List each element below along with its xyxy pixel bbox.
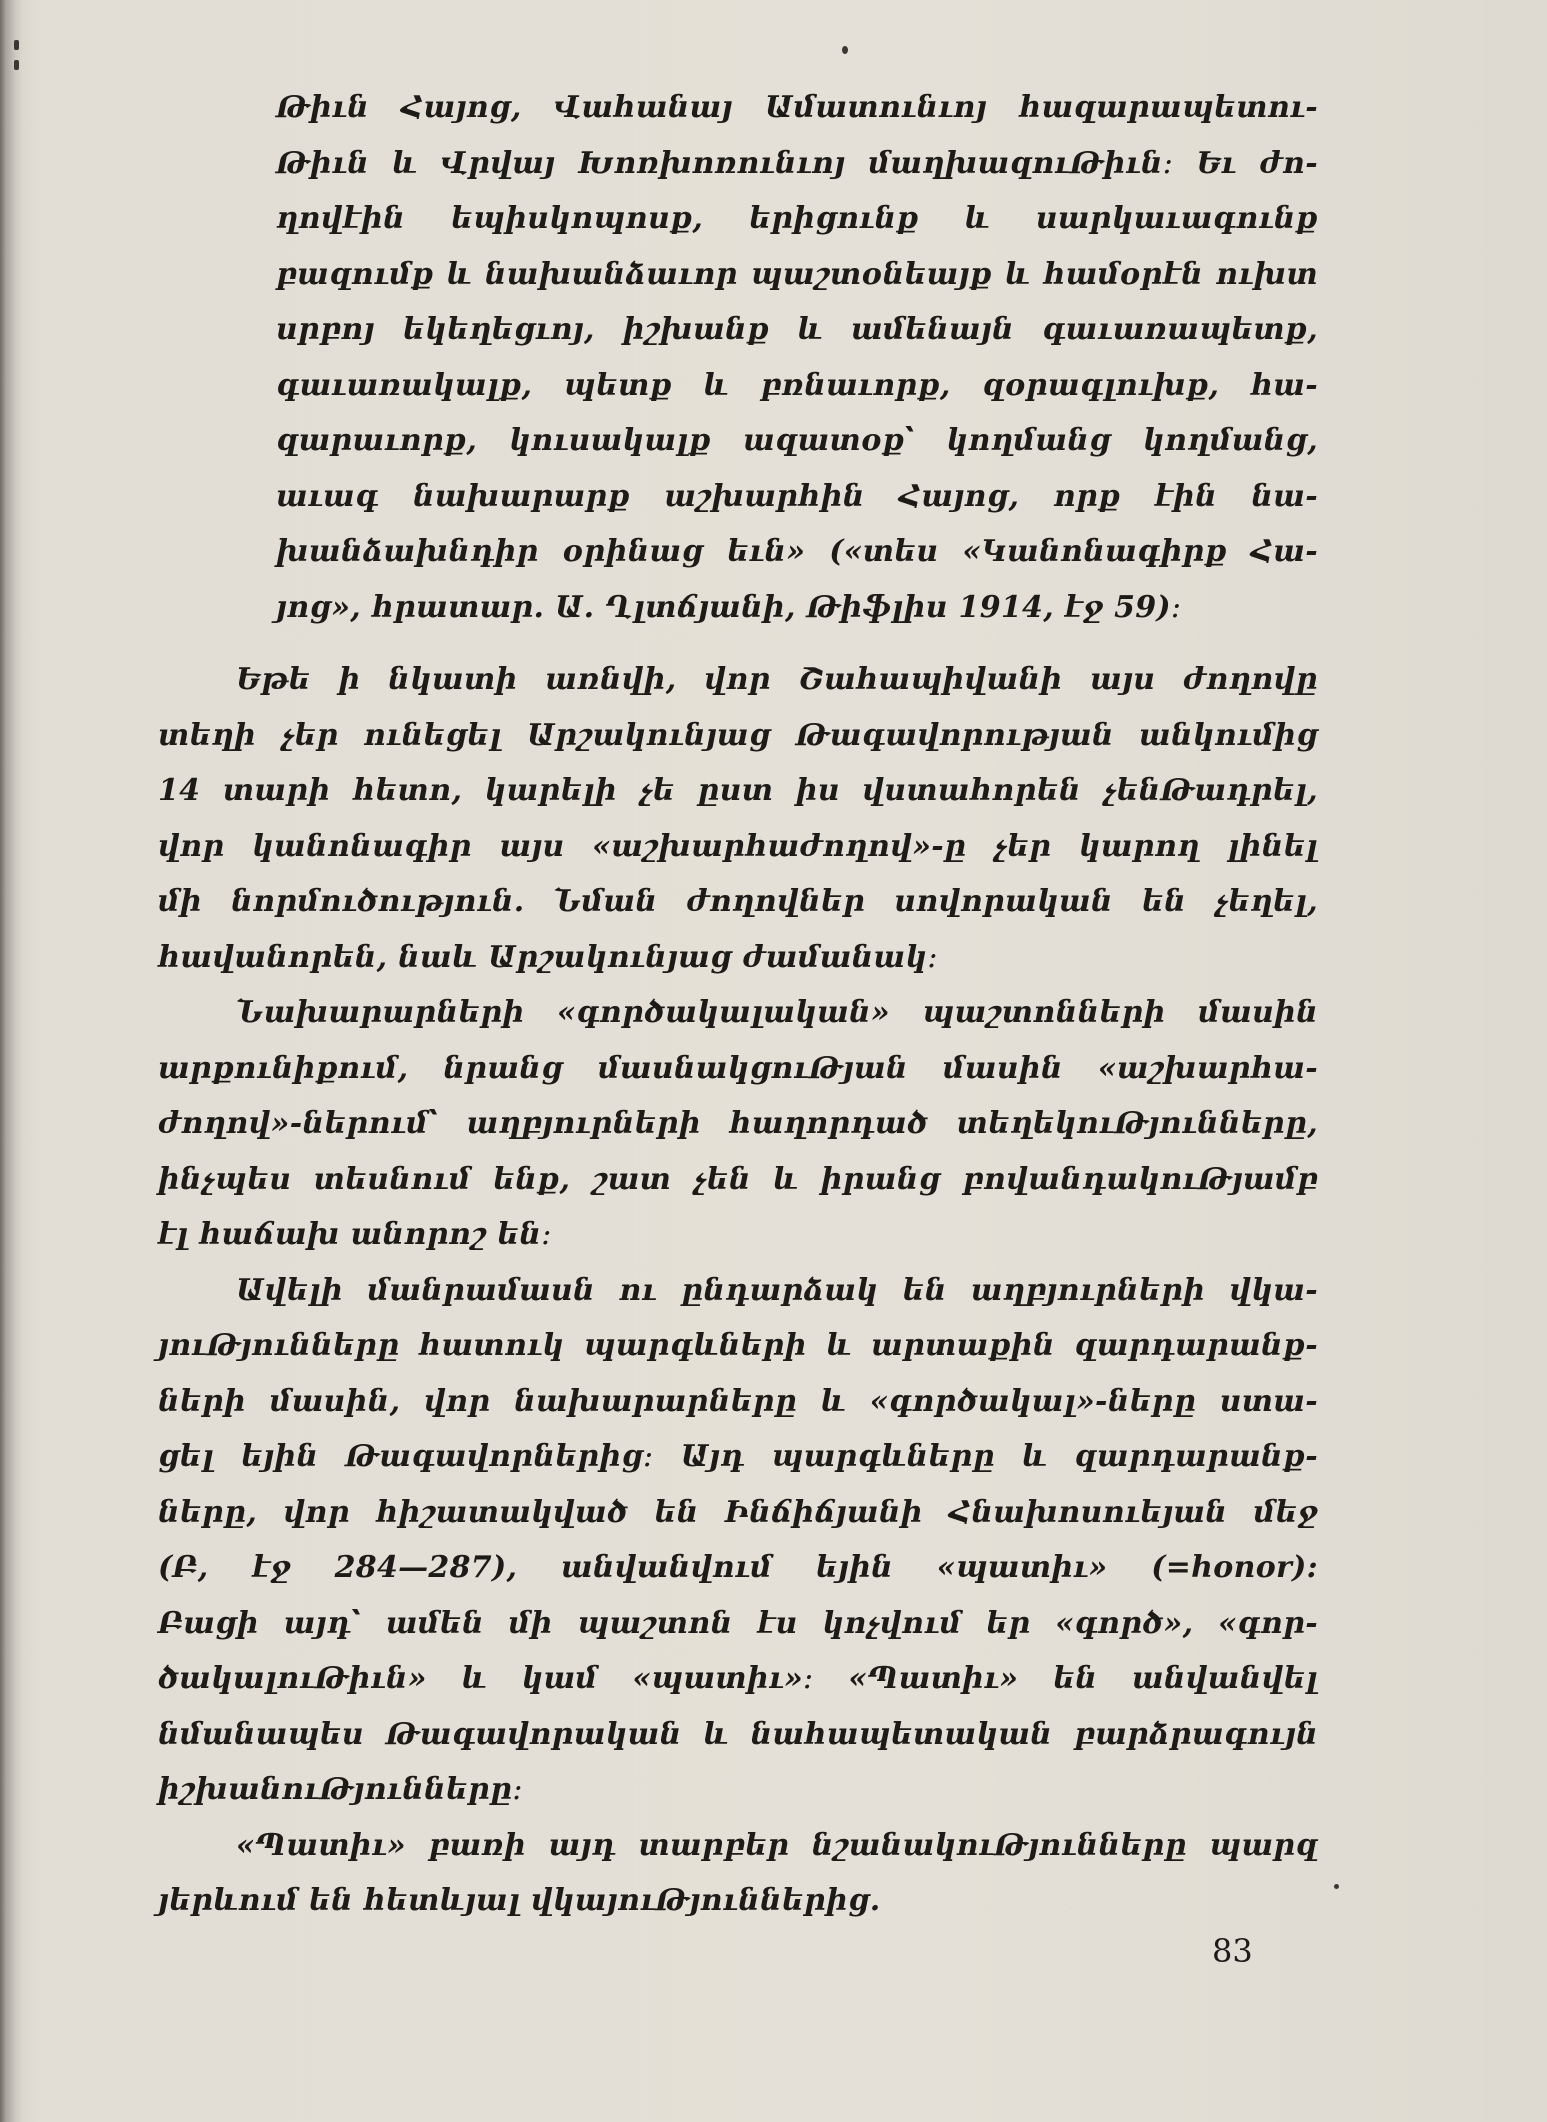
paragraph: [158, 985, 1318, 1263]
text-line: Եթե ի նկատի առնվի, վոր Շահապիվանի այս ժողովը: [236, 662, 1318, 697]
text-line: իշխանուԹյունները։: [158, 1772, 523, 1807]
text-line: սրբոյ եկեղեցւոյ, իշխանք և ամենայն գաւառապետք,: [276, 312, 1318, 347]
spine-mark: [14, 40, 19, 50]
text-line: արքունիքում, նրանց մասնակցուԹյան մասին «աշխարհա-: [158, 1050, 1318, 1086]
text-line: ղովէին եպիսկոպոսք, երիցունք և սարկաւագունք: [276, 201, 1318, 236]
text-line: ծակալուԹիւն» և կամ «պատիւ»։ «Պատիւ» են անվանվել: [158, 1661, 1318, 1696]
page-number: 83: [1212, 1932, 1253, 1970]
text-line: ները, վոր հիշատակված են Ինճիճյանի Հնախոսուեյան մեջ: [158, 1494, 1318, 1530]
paragraph: [158, 652, 1318, 985]
text-line: գաւառակալք, պետք և բռնաւորք, զօրագլուխք, հա-: [276, 367, 1318, 403]
text-line: ցել եյին Թագավորներից։ Այդ պարգևները և զարդարանք-: [158, 1439, 1318, 1474]
paragraph: [158, 1263, 1318, 1818]
spine-mark: [14, 60, 19, 70]
page-text: [158, 80, 1318, 1929]
text-line: յուԹյունները հատուկ պարգևների և արտաքին զարդարանք-: [158, 1328, 1318, 1363]
text-line: տեղի չեր ունեցել Արշակունյաց Թագավորության անկումից: [158, 717, 1318, 753]
paragraph: [158, 1818, 1318, 1929]
text-line: հավանորեն, նաև Արշակունյաց ժամանակ։: [158, 939, 938, 975]
text-line: յերևում են հետևյալ վկայուԹյուններից.: [158, 1883, 881, 1918]
text-line: «Պատիւ» բառի այդ տարբեր նշանակուԹյունները պարզ: [236, 1827, 1318, 1863]
text-line: խանձախնդիր օրինաց եւն» («տես «Կանոնագիրք Հա-: [276, 534, 1318, 569]
text-line: նմանապես Թագավորական և նահապետական բարձրագույն: [158, 1716, 1318, 1752]
text-line: Նախարարների «գործակալական» պաշտոնների մասին: [236, 995, 1318, 1030]
text-line: Թիւն Հայոց, Վահանայ Ամատունւոյ հազարապետու-: [276, 90, 1318, 125]
text-line: բազումք և նախանձաւոր պաշտօնեայք և համօրէն ուխտ: [276, 256, 1318, 292]
text-line: զարաւորք, կուսակալք ազատօք՝ կողմանց կողմանց,: [276, 423, 1318, 458]
text-line: Ավելի մանրամասն ու ընդարձակ են աղբյուրների վկա-: [236, 1272, 1318, 1308]
ink-speck: [1334, 1884, 1339, 1889]
text-line: մի նորմուծություն. Նման ժողովներ սովորական են չեղել,: [158, 884, 1318, 919]
text-line: վոր կանոնագիր այս «աշխարհաժողով»-ը չեր կարող լինել: [158, 828, 1318, 864]
text-line: 14 տարի հետո, կարելի չե ըստ իս վստահորեն չենԹադրել,: [158, 773, 1318, 808]
text-line: Թիւն և Վրվայ Խոռխոռունւոյ մաղխազուԹիւն։ Եւ ժո-: [276, 145, 1318, 181]
book-spine-shadow: [0, 0, 22, 2122]
ink-speck: [842, 46, 848, 54]
text-line: (Բ, էջ 284—287), անվանվում եյին «պատիւ» (=honor):: [158, 1550, 1318, 1585]
text-line: աւագ նախարարք աշխարհին Հայոց, որք էին նա-: [276, 478, 1318, 514]
text-line: յոց», հրատար. Ա. Ղլտճյանի, Թիֆլիս 1914, էջ 59)։: [276, 589, 1182, 625]
text-line: ների մասին, վոր նախարարները և «գործակալ»-ները ստա-: [158, 1383, 1318, 1419]
text-line: էլ հաճախ անորոշ են։: [158, 1217, 552, 1252]
text-line: ժողով»-ներում՝ աղբյուրների հաղորդած տեղեկուԹյունները,: [158, 1106, 1318, 1141]
text-line: ինչպես տեսնում ենք, շատ չեն և իրանց բովանդակուԹյամբ: [158, 1161, 1318, 1197]
text-line: Բացի այդ՝ ամեն մի պաշտոն էս կոչվում եր «գործ», «գոր-: [158, 1605, 1318, 1641]
quotation-block: [158, 80, 1318, 635]
